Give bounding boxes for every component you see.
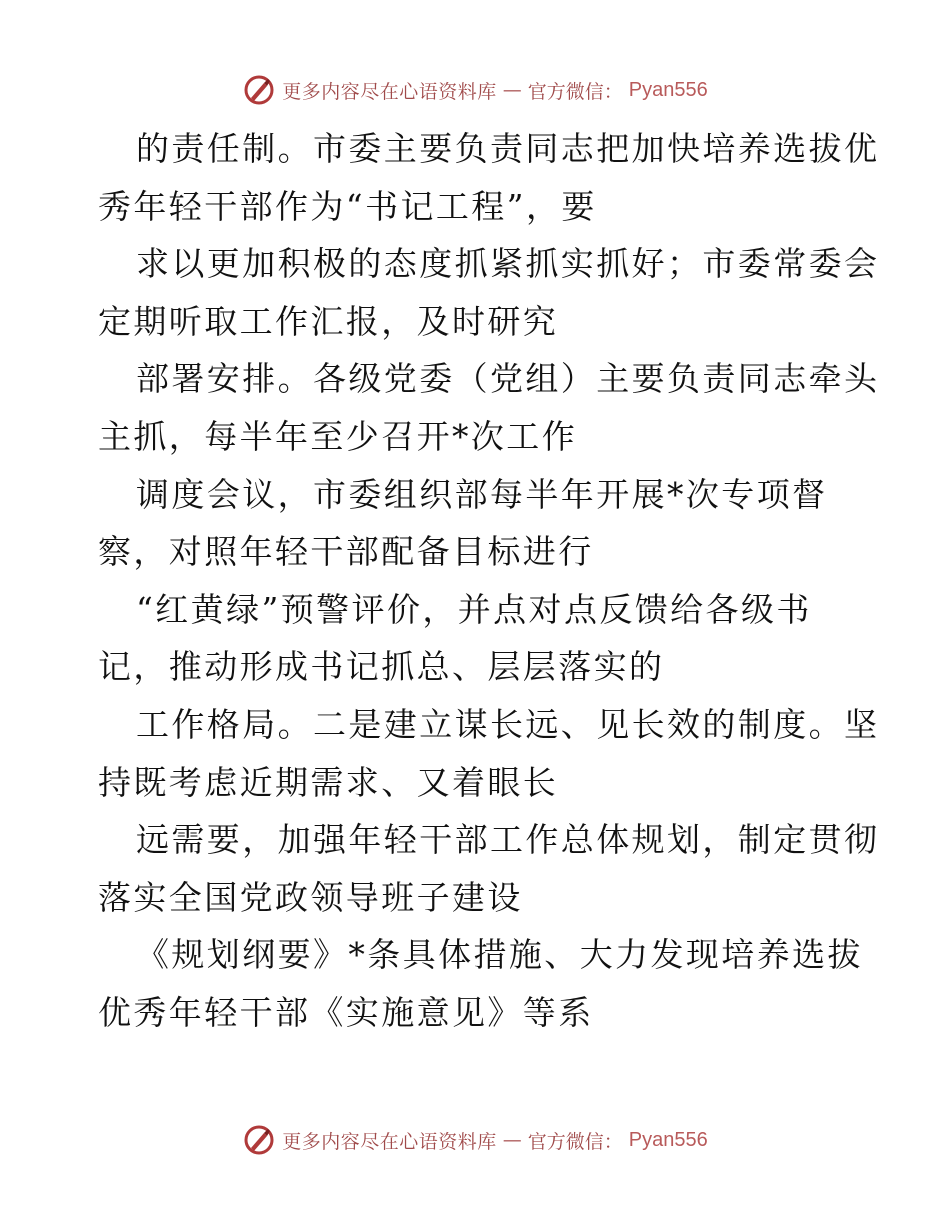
text-line: 《规划纲要》*条具体措施、大力发现培养选拔 bbox=[136, 935, 863, 975]
text-line: 优秀年轻干部《实施意见》等系 bbox=[98, 992, 594, 1032]
text-line: 部署安排。各级党委（党组）主要负责同志牵头 bbox=[136, 359, 880, 399]
text-line: 主抓，每半年至少召开*次工作 bbox=[98, 416, 578, 456]
header-separator: — bbox=[502, 79, 522, 101]
text-line: “红黄绿”预警评价，并点对点反馈给各级书 bbox=[136, 589, 812, 629]
text-line: 落实全国党政领导班子建设 bbox=[98, 877, 523, 917]
text-line: 的责任制。市委主要负责同志把加快培养选拔优 bbox=[136, 129, 880, 168]
pen-logo-icon bbox=[242, 73, 276, 107]
text-line: 远需要，加强年轻干部工作总体规划，制定贯彻 bbox=[136, 820, 880, 860]
text-line: 工作格局。二是建立谋长远、见长效的制度。坚 bbox=[136, 704, 880, 744]
footer-separator: — bbox=[502, 1129, 522, 1151]
header-slogan: 更多内容尽在心语资料库 bbox=[282, 80, 497, 103]
footer-slogan: 更多内容尽在心语资料库 bbox=[282, 1130, 497, 1153]
document-body bbox=[98, 120, 880, 1042]
header-wechat-id: Pyan556 bbox=[628, 78, 708, 101]
text-line: 求以更加积极的态度抓紧抓实抓好；市委常委会 bbox=[136, 244, 880, 284]
header-wechat-label: 官方微信： bbox=[527, 80, 623, 103]
footer-wechat-label: 官方微信： bbox=[527, 1130, 623, 1153]
text-line: 调度会议，市委组织部每半年开展*次专项督 bbox=[136, 474, 828, 514]
footer-banner bbox=[0, 1120, 950, 1160]
text-line: 记，推动形成书记抓总、层层落实的 bbox=[98, 647, 665, 687]
text-line: 秀年轻干部作为“书记工程”，要 bbox=[98, 186, 597, 226]
pen-logo-icon bbox=[242, 1123, 276, 1157]
text-line: 定期听取工作汇报，及时研究 bbox=[98, 301, 559, 341]
text-line: 持既考虑近期需求、又着眼长 bbox=[98, 762, 559, 802]
text-line: 察，对照年轻干部配备目标进行 bbox=[98, 532, 594, 572]
footer-wechat-id: Pyan556 bbox=[628, 1128, 708, 1151]
header-banner bbox=[0, 70, 950, 110]
